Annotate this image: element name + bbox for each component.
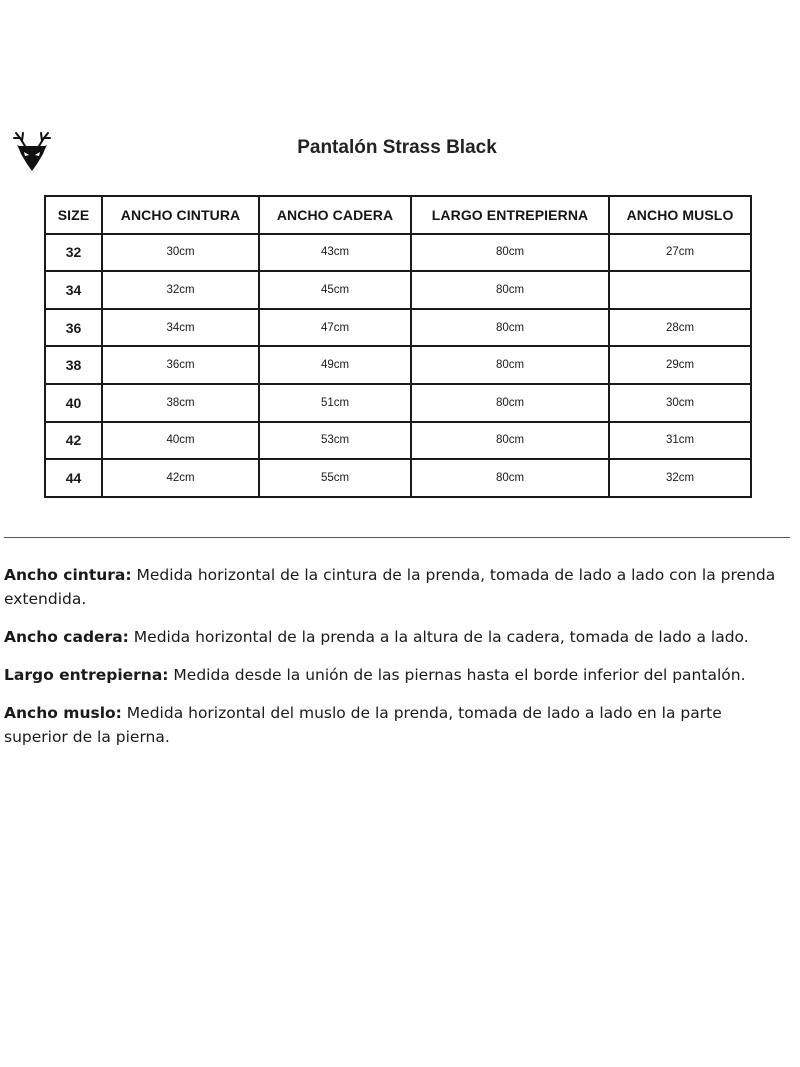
- definition-ancho-cintura: [4, 563, 784, 611]
- ancho-cintura-cell: 36cm: [102, 346, 259, 384]
- definition-ancho-muslo: [4, 701, 784, 749]
- ancho-cintura-cell: 42cm: [102, 459, 259, 497]
- table-row: [45, 346, 751, 384]
- ancho-cadera-cell: 53cm: [259, 422, 411, 460]
- definition-term: Ancho muslo:: [4, 704, 122, 722]
- largo-entrepierna-cell: 80cm: [411, 422, 609, 460]
- column-header-ancho-muslo: ANCHO MUSLO: [609, 196, 751, 234]
- size-table: [44, 195, 752, 498]
- ancho-cintura-cell: 40cm: [102, 422, 259, 460]
- table-header-row: [45, 196, 751, 234]
- ancho-muslo-cell: 29cm: [609, 346, 751, 384]
- largo-entrepierna-cell: 80cm: [411, 346, 609, 384]
- table-row: [45, 384, 751, 422]
- largo-entrepierna-cell: 80cm: [411, 309, 609, 347]
- ancho-cintura-cell: 38cm: [102, 384, 259, 422]
- ancho-cintura-cell: 34cm: [102, 309, 259, 347]
- ancho-cadera-cell: 45cm: [259, 271, 411, 309]
- table-row: [45, 422, 751, 460]
- ancho-cintura-cell: 30cm: [102, 234, 259, 272]
- ancho-muslo-cell: 27cm: [609, 234, 751, 272]
- size-cell: 34: [45, 271, 102, 309]
- size-cell: 36: [45, 309, 102, 347]
- measurement-definitions: [4, 563, 784, 763]
- definition-term: Largo entrepierna:: [4, 666, 169, 684]
- definition-ancho-cadera: [4, 625, 784, 649]
- ancho-cintura-cell: 32cm: [102, 271, 259, 309]
- table-row: [45, 234, 751, 272]
- largo-entrepierna-cell: 80cm: [411, 271, 609, 309]
- definition-text: Medida horizontal de la cintura de la prenda, tomada de lado a lado con la prenda extendida.: [4, 566, 776, 608]
- ancho-muslo-cell: [609, 271, 751, 309]
- size-cell: 32: [45, 234, 102, 272]
- largo-entrepierna-cell: 80cm: [411, 459, 609, 497]
- page-title: Pantalón Strass Black: [297, 137, 497, 158]
- definition-text: Medida horizontal del muslo de la prenda, tomada de lado a lado en la parte superior de la pierna.: [4, 704, 722, 746]
- size-cell: 40: [45, 384, 102, 422]
- largo-entrepierna-cell: 80cm: [411, 234, 609, 272]
- ancho-muslo-cell: 32cm: [609, 459, 751, 497]
- ancho-muslo-cell: 31cm: [609, 422, 751, 460]
- largo-entrepierna-cell: 80cm: [411, 384, 609, 422]
- definition-text: Medida desde la unión de las piernas hasta el borde inferior del pantalón.: [168, 666, 746, 684]
- ancho-muslo-cell: 28cm: [609, 309, 751, 347]
- definition-largo-entrepierna: [4, 663, 784, 687]
- ancho-cadera-cell: 51cm: [259, 384, 411, 422]
- deer-head-icon: [10, 130, 54, 172]
- size-cell: 44: [45, 459, 102, 497]
- column-header-size: SIZE: [45, 196, 102, 234]
- section-divider: [4, 537, 790, 538]
- ancho-muslo-cell: 30cm: [609, 384, 751, 422]
- ancho-cadera-cell: 55cm: [259, 459, 411, 497]
- table-row: [45, 309, 751, 347]
- definition-term: Ancho cintura:: [4, 566, 132, 584]
- definition-text: Medida horizontal de la prenda a la altura de la cadera, tomada de lado a lado.: [128, 628, 749, 646]
- table-row: [45, 271, 751, 309]
- size-cell: 38: [45, 346, 102, 384]
- size-cell: 42: [45, 422, 102, 460]
- ancho-cadera-cell: 49cm: [259, 346, 411, 384]
- column-header-largo-entrepierna: LARGO ENTREPIERNA: [411, 196, 609, 234]
- definition-term: Ancho cadera:: [4, 628, 129, 646]
- column-header-ancho-cintura: ANCHO CINTURA: [102, 196, 259, 234]
- column-header-ancho-cadera: ANCHO CADERA: [259, 196, 411, 234]
- ancho-cadera-cell: 47cm: [259, 309, 411, 347]
- ancho-cadera-cell: 43cm: [259, 234, 411, 272]
- table-row: [45, 459, 751, 497]
